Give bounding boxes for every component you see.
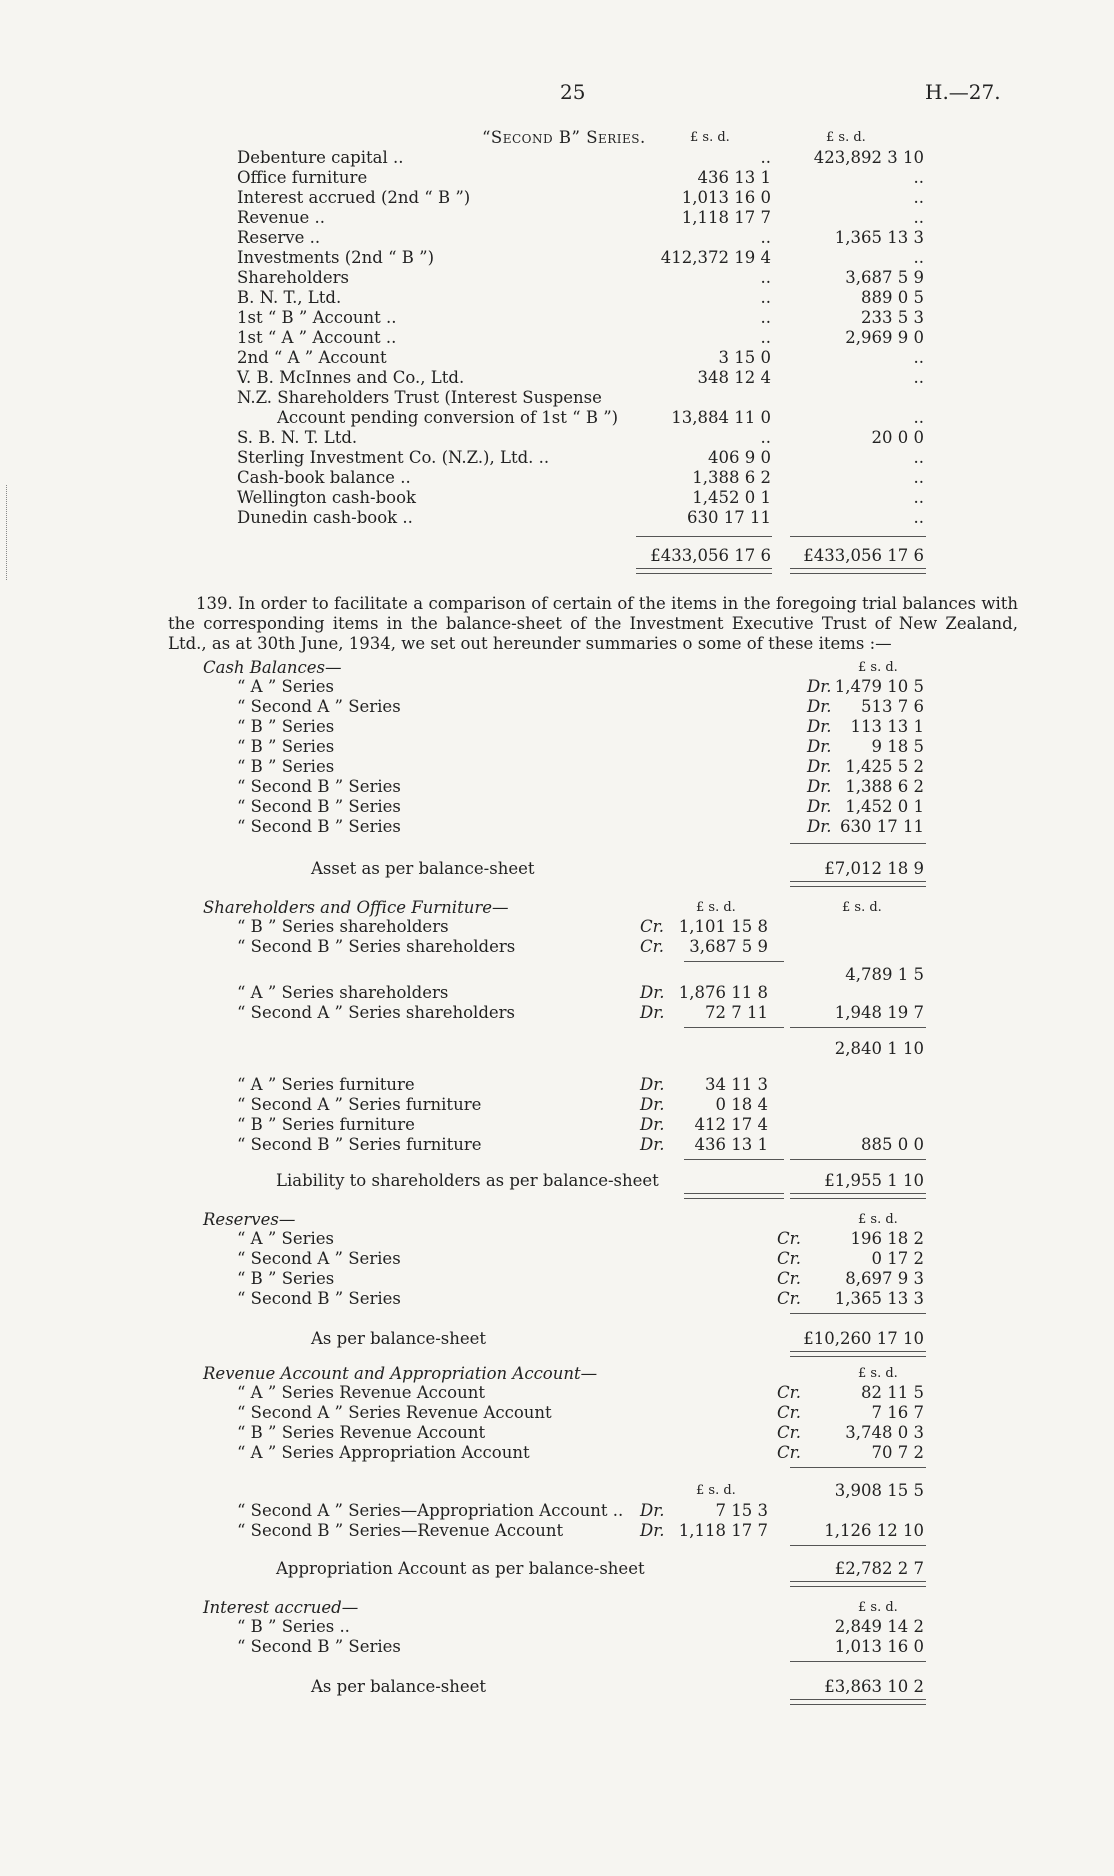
cash-row-side: Dr.: [807, 697, 832, 716]
series-row-cr: ..: [913, 168, 924, 187]
revenue-sub1: 3,908 15 5: [834, 1481, 924, 1500]
series-row-dr: 1,388 6 2: [692, 468, 771, 487]
reserves-row-side: Cr.: [777, 1269, 801, 1288]
series-row-dr: ..: [760, 148, 771, 167]
series-row-label: Sterling Investment Co. (N.Z.), Ltd. ..: [237, 448, 550, 467]
shareholders-row-side: Cr.: [640, 917, 664, 936]
reserves-row-label: “ Second A ” Series: [237, 1249, 401, 1268]
series-row-label: Cash-book balance ..: [237, 468, 411, 487]
series-row-dr: ..: [760, 228, 771, 247]
revenue-row-amt: 3,748 0 3: [845, 1423, 924, 1442]
series-row-cr: 20 0 0: [871, 428, 924, 447]
interest-row-label: “ Second B ” Series: [237, 1637, 401, 1656]
revenue-total: £2,782 2 7: [834, 1559, 924, 1578]
series-row-label: Dunedin cash-book ..: [237, 508, 413, 527]
shareholders-row-side: Dr.: [640, 1115, 665, 1134]
series-row-label: Wellington cash-book: [237, 488, 417, 507]
revenue-total-label: Appropriation Account as per balance-sheet: [276, 1559, 645, 1578]
shareholders-row-side: Dr.: [640, 1095, 665, 1114]
shareholders-sub1: 4,789 1 5: [845, 965, 924, 984]
series-row-dr: 348 12 4: [697, 368, 771, 387]
series-row-label: 1st “ A ” Account ..: [237, 328, 397, 347]
cash-total: £7,012 18 9: [824, 859, 924, 878]
series-row-label: Reserve ..: [237, 228, 321, 247]
shareholders-double-rule: [790, 1193, 926, 1199]
shareholders-row-side: Dr.: [640, 983, 665, 1002]
shareholders-double-rule: [684, 1193, 784, 1199]
series-row-label: Account pending conversion of 1st “ B ”): [277, 408, 619, 427]
series-row-label: S. B. N. T. Ltd.: [237, 428, 358, 447]
interest-double-rule: [790, 1699, 926, 1705]
series-row-cr: ..: [913, 508, 924, 527]
reserves-row-amt: 0 17 2: [871, 1249, 924, 1268]
shareholders-units-b: £ s. d.: [842, 900, 882, 915]
shareholders-row-side: Cr.: [640, 937, 664, 956]
shareholders-total: £1,955 1 10: [824, 1171, 924, 1190]
reserves-row-amt: 8,697 9 3: [845, 1269, 924, 1288]
series-row-cr: ..: [913, 368, 924, 387]
revenue-row-side: Cr.: [777, 1383, 801, 1402]
shareholders-sub4: 885 0 0: [861, 1135, 924, 1154]
revenue-heading: Revenue Account and Appropriation Account—: [203, 1364, 598, 1383]
series-row-cr: ..: [913, 188, 924, 207]
series-row-dr: 3 15 0: [718, 348, 771, 367]
series-rule: [636, 536, 772, 537]
cash-row-label: “ B ” Series: [237, 717, 335, 736]
series-row-cr: 423,892 3 10: [813, 148, 924, 167]
shareholders-heading: Shareholders and Office Furniture—: [203, 898, 509, 917]
shareholders-rule: [790, 1159, 926, 1160]
reserves-rule: [790, 1313, 926, 1314]
series-row-label: N.Z. Shareholders Trust (Interest Suspense: [237, 388, 602, 407]
cash-heading: Cash Balances—: [203, 658, 342, 677]
interest-row-amt: 1,013 16 0: [834, 1637, 924, 1656]
interest-row-label: “ B ” Series ..: [237, 1617, 350, 1636]
revenue-row2-side: Dr.: [640, 1501, 665, 1520]
series-row-cr: ..: [913, 448, 924, 467]
series-row-dr: 436 13 1: [697, 168, 771, 187]
series-row-dr: ..: [760, 268, 771, 287]
series-row-label: Investments (2nd “ B ”): [237, 248, 435, 267]
interest-rule: [790, 1661, 926, 1662]
series-row-label: 2nd “ A ” Account: [237, 348, 387, 367]
shareholders-row-label: “ A ” Series shareholders: [237, 983, 449, 1002]
cash-row-side: Dr.: [807, 817, 832, 836]
margin-mark: [6, 485, 8, 580]
reserves-row-label: “ A ” Series: [237, 1229, 334, 1248]
cash-row-side: Dr.: [807, 677, 832, 696]
revenue-row-amt: 82 11 5: [861, 1383, 924, 1402]
revenue-row-side: Cr.: [777, 1403, 801, 1422]
shareholders-rule: [684, 961, 784, 962]
cash-row-amt: 1,388 6 2: [845, 777, 924, 796]
shareholders-row-label: “ A ” Series furniture: [237, 1075, 415, 1094]
series-row-cr: 233 5 3: [861, 308, 924, 327]
shareholders-row-amt: 1,876 11 8: [678, 983, 768, 1002]
shareholders-row-amt: 0 18 4: [715, 1095, 768, 1114]
cash-row-label: “ B ” Series: [237, 737, 335, 756]
series-row-label: Revenue ..: [237, 208, 326, 227]
revenue-row2-label: “ Second A ” Series—Appropriation Account ..: [237, 1501, 624, 1520]
cash-row-side: Dr.: [807, 797, 832, 816]
revenue-units: £ s. d.: [858, 1366, 898, 1381]
cash-rule: [790, 843, 926, 844]
shareholders-rule: [684, 1027, 784, 1028]
series-row-cr: ..: [913, 468, 924, 487]
series-row-cr: 1,365 13 3: [834, 228, 924, 247]
series-row-label: Interest accrued (2nd “ B ”): [237, 188, 471, 207]
shareholders-row-amt: 412 17 4: [694, 1115, 768, 1134]
revenue-row-label: “ Second A ” Series Revenue Account: [237, 1403, 552, 1422]
cash-row-amt: 513 7 6: [861, 697, 924, 716]
cash-total-label: Asset as per balance-sheet: [311, 859, 535, 878]
series-row-dr: ..: [760, 308, 771, 327]
shareholders-units-a: £ s. d.: [696, 900, 736, 915]
shareholders-row-amt: 1,101 15 8: [678, 917, 768, 936]
reserves-row-amt: 196 18 2: [850, 1229, 924, 1248]
series-row-dr: 1,452 0 1: [692, 488, 771, 507]
cash-row-amt: 9 18 5: [871, 737, 924, 756]
series-row-cr: ..: [913, 348, 924, 367]
series-double-rule: [636, 568, 772, 574]
reserves-row-label: “ Second B ” Series: [237, 1289, 401, 1308]
shareholders-sub3: 2,840 1 10: [834, 1039, 924, 1058]
series-row-cr: 889 0 5: [861, 288, 924, 307]
shareholders-row-amt: 34 11 3: [705, 1075, 768, 1094]
shareholders-row-side: Dr.: [640, 1003, 665, 1022]
cash-row-side: Dr.: [807, 717, 832, 736]
reserves-row-side: Cr.: [777, 1249, 801, 1268]
revenue-rule: [790, 1545, 926, 1546]
interest-units: £ s. d.: [858, 1600, 898, 1615]
revenue-row2-side: Dr.: [640, 1521, 665, 1540]
revenue-row-amt: 7 16 7: [871, 1403, 924, 1422]
series-row-cr: ..: [913, 248, 924, 267]
revenue-row-amt: 70 7 2: [871, 1443, 924, 1462]
series-total-dr: £433,056 17 6: [650, 546, 771, 565]
reserves-row-amt: 1,365 13 3: [834, 1289, 924, 1308]
series-row-label: Office furniture: [237, 168, 368, 187]
shareholders-sub2: 1,948 19 7: [834, 1003, 924, 1022]
interest-total-label: As per balance-sheet: [311, 1677, 487, 1696]
series-row-dr: ..: [760, 328, 771, 347]
shareholders-row-amt: 436 13 1: [694, 1135, 768, 1154]
series-row-label: Debenture capital ..: [237, 148, 404, 167]
series-row-label: 1st “ B ” Account ..: [237, 308, 397, 327]
col-cr-units: £ s. d.: [826, 130, 866, 145]
page-number: 25: [560, 80, 586, 104]
shareholders-row-label: “ Second A ” Series furniture: [237, 1095, 482, 1114]
series-row-dr: 412,372 19 4: [660, 248, 771, 267]
reserves-total-label: As per balance-sheet: [311, 1329, 487, 1348]
revenue-row2-amt: 1,118 17 7: [678, 1521, 768, 1540]
cash-units: £ s. d.: [858, 660, 898, 675]
cash-double-rule: [790, 881, 926, 887]
cash-row-label: “ Second B ” Series: [237, 777, 401, 796]
paragraph-139: 139. In order to facilitate a comparison of certain of the items in the foregoing trial balances with the corresponding items in the balance-sheet of the Investment Executive Trust of New Zealand, Ltd., as at 30th June, 1934, we set out hereunder summaries o some of these items :—: [168, 594, 1018, 653]
cash-row-label: “ Second B ” Series: [237, 817, 401, 836]
series-total-cr: £433,056 17 6: [803, 546, 924, 565]
cash-row-amt: 113 13 1: [850, 717, 924, 736]
shareholders-row-label: “ B ” Series shareholders: [237, 917, 449, 936]
series-row-label: B. N. T., Ltd.: [237, 288, 342, 307]
reserves-row-side: Cr.: [777, 1229, 801, 1248]
shareholders-rule: [790, 1027, 926, 1028]
document-code: H.—27.: [925, 80, 1001, 104]
reserves-double-rule: [790, 1351, 926, 1357]
cash-row-amt: 1,425 5 2: [845, 757, 924, 776]
series-row-dr: 1,013 16 0: [681, 188, 771, 207]
series-row-dr: 13,884 11 0: [671, 408, 771, 427]
interest-row-amt: 2,849 14 2: [834, 1617, 924, 1636]
revenue-row-side: Cr.: [777, 1423, 801, 1442]
series-row-dr: ..: [760, 288, 771, 307]
shareholders-total-label: Liability to shareholders as per balance-sheet: [276, 1171, 659, 1190]
revenue-units-inner: £ s. d.: [696, 1483, 736, 1498]
series-double-rule: [790, 568, 926, 574]
revenue-sub2: 1,126 12 10: [824, 1521, 924, 1540]
shareholders-rule: [684, 1159, 784, 1160]
cash-row-amt: 630 17 11: [840, 817, 924, 836]
shareholders-row-side: Dr.: [640, 1135, 665, 1154]
interest-heading: Interest accrued—: [203, 1598, 359, 1617]
reserves-row-side: Cr.: [777, 1289, 801, 1308]
cash-row-side: Dr.: [807, 777, 832, 796]
cash-row-amt: 1,452 0 1: [845, 797, 924, 816]
interest-total: £3,863 10 2: [824, 1677, 924, 1696]
shareholders-row-side: Dr.: [640, 1075, 665, 1094]
shareholders-row-label: “ B ” Series furniture: [237, 1115, 415, 1134]
series-title: “Second B” Series.: [482, 128, 646, 147]
series-row-cr: 2,969 9 0: [845, 328, 924, 347]
cash-row-side: Dr.: [807, 757, 832, 776]
shareholders-row-label: “ Second B ” Series shareholders: [237, 937, 516, 956]
col-dr-units: £ s. d.: [690, 130, 730, 145]
series-row-cr: ..: [913, 488, 924, 507]
revenue-row-label: “ A ” Series Revenue Account: [237, 1383, 485, 1402]
revenue-double-rule: [790, 1581, 926, 1587]
reserves-units: £ s. d.: [858, 1212, 898, 1227]
shareholders-row-label: “ Second A ” Series shareholders: [237, 1003, 516, 1022]
shareholders-row-label: “ Second B ” Series furniture: [237, 1135, 482, 1154]
cash-row-side: Dr.: [807, 737, 832, 756]
series-row-dr: 630 17 11: [687, 508, 771, 527]
series-row-dr: 406 9 0: [708, 448, 771, 467]
revenue-row2-label: “ Second B ” Series—Revenue Account: [237, 1521, 564, 1540]
cash-row-label: “ A ” Series: [237, 677, 334, 696]
cash-row-amt: 1,479 10 5: [834, 677, 924, 696]
series-rule: [790, 536, 926, 537]
revenue-row2-amt: 7 15 3: [715, 1501, 768, 1520]
series-row-label: V. B. McInnes and Co., Ltd.: [237, 368, 465, 387]
series-row-cr: ..: [913, 408, 924, 427]
revenue-rule: [790, 1467, 926, 1468]
cash-row-label: “ Second B ” Series: [237, 797, 401, 816]
reserves-total: £10,260 17 10: [803, 1329, 924, 1348]
revenue-row-side: Cr.: [777, 1443, 801, 1462]
reserves-heading: Reserves—: [203, 1210, 296, 1229]
series-row-cr: ..: [913, 208, 924, 227]
shareholders-row-amt: 3,687 5 9: [689, 937, 768, 956]
cash-row-label: “ B ” Series: [237, 757, 335, 776]
series-row-cr: 3,687 5 9: [845, 268, 924, 287]
series-row-dr: 1,118 17 7: [681, 208, 771, 227]
series-row-label: Shareholders: [237, 268, 349, 287]
series-row-dr: ..: [760, 428, 771, 447]
cash-row-label: “ Second A ” Series: [237, 697, 401, 716]
revenue-row-label: “ A ” Series Appropriation Account: [237, 1443, 530, 1462]
shareholders-row-amt: 72 7 11: [705, 1003, 768, 1022]
reserves-row-label: “ B ” Series: [237, 1269, 335, 1288]
revenue-row-label: “ B ” Series Revenue Account: [237, 1423, 486, 1442]
